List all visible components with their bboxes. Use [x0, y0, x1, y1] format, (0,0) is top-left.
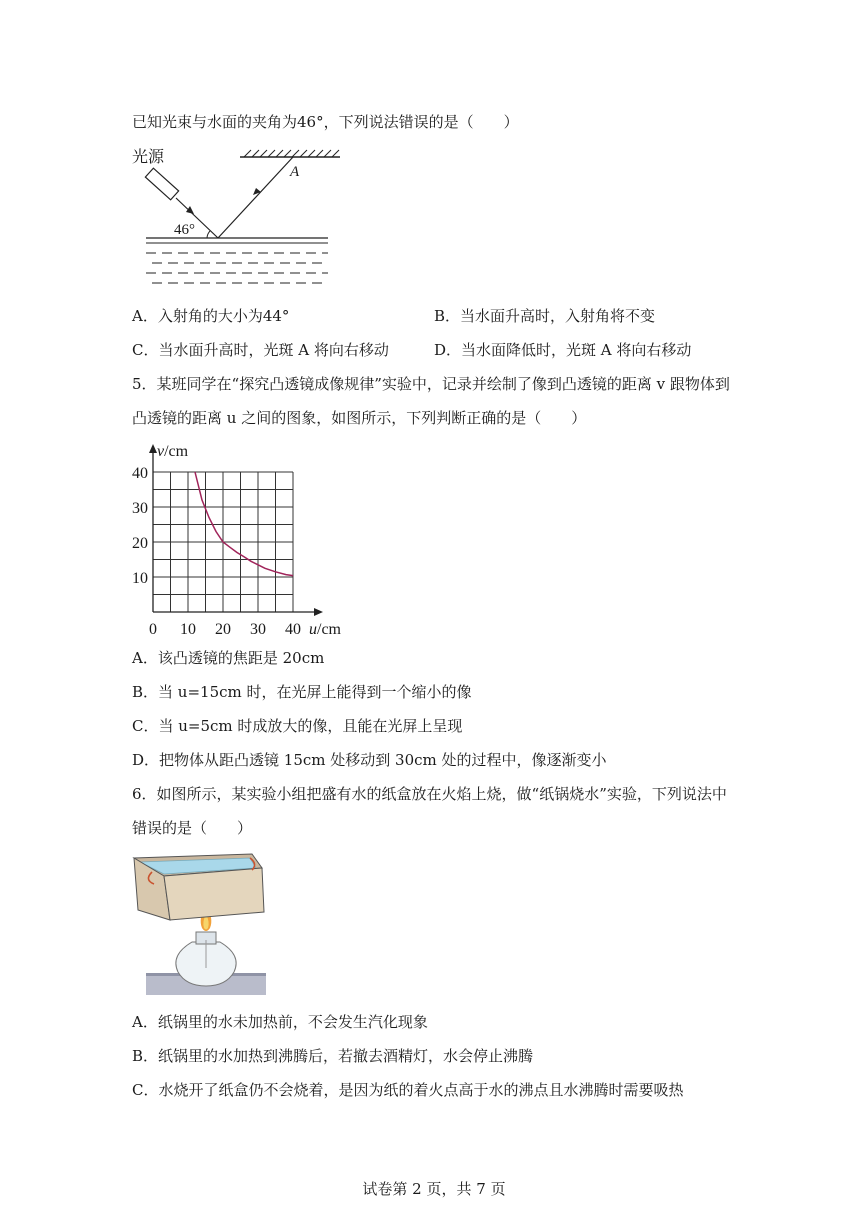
q6-option-b: B．纸锅里的水加热到沸腾后，若撤去酒精灯，水会停止沸腾: [132, 1047, 534, 1065]
reflected-arrow: [253, 188, 261, 195]
q5-stem-line1: 5．某班同学在“探究凸透镜成像规律”实验中，记录并绘制了像到凸透镜的距离 v 跟物体到: [132, 375, 730, 393]
q6-option-a: A．纸锅里的水未加热前，不会发生汽化现象: [132, 1013, 428, 1031]
q5-option-b: B．当 u=15cm 时，在光屏上能得到一个缩小的像: [132, 683, 472, 701]
x-tick-labels: [149, 621, 301, 638]
angle-arc: [207, 231, 210, 238]
y-axis-arrow: [149, 444, 157, 453]
q4-reflection-figure: [130, 142, 340, 292]
light-source-box: [145, 168, 178, 200]
x-tick-label: 10: [180, 621, 196, 638]
q4-stem: 已知光束与水面的夹角为46°，下列说法错误的是（ ）: [132, 113, 519, 131]
q6-stem-line1: 6．如图所示，某实验小组把盛有水的纸盒放在火焰上烧，做“纸锅烧水”实验，下列说法中: [132, 785, 727, 803]
y-tick-label: 20: [132, 535, 148, 552]
y-tick-label: 30: [132, 500, 148, 517]
series-curve: [195, 472, 293, 576]
x-axis-label: u/cm: [309, 621, 341, 638]
mirror-hatching: [244, 150, 339, 157]
light-source-label: 光源: [132, 149, 165, 166]
chart-series: [195, 472, 293, 576]
x-tick-label: 0: [149, 621, 157, 638]
q5-option-a: A．该凸透镜的焦距是 20cm: [132, 649, 325, 667]
water-dashes: [146, 253, 328, 283]
y-tick-label: 40: [132, 465, 148, 482]
x-tick-label: 30: [250, 621, 266, 638]
q5-option-c: C．当 u=5cm 时成放大的像，且能在光屏上呈现: [132, 717, 463, 735]
page-footer: 试卷第 2 页，共 7 页: [362, 1180, 506, 1198]
q6-paper-pot-figure: [130, 850, 272, 1000]
q4-option-d: D．当水面降低时，光斑 A 将向右移动: [434, 341, 692, 359]
angle-label: 46°: [174, 222, 195, 238]
y-axis-label: v/cm: [157, 443, 189, 460]
q4-option-b: B．当水面升高时，入射角将不变: [434, 307, 656, 325]
point-a-label: A: [290, 164, 300, 180]
q5-option-d: D．把物体从距凸透镜 15cm 处移动到 30cm 处的过程中，像逐渐变小: [132, 751, 607, 769]
y-tick-label: 10: [132, 570, 148, 587]
x-tick-label: 40: [285, 621, 301, 638]
v-u-chart: [128, 434, 360, 638]
q4-option-a: A．入射角的大小为44°: [132, 307, 290, 325]
y-tick-labels: [132, 465, 148, 587]
paper-box-front: [164, 868, 264, 920]
x-tick-label: 20: [215, 621, 231, 638]
reflected-ray: [218, 157, 293, 238]
q6-option-c: C．水烧开了纸盒仍不会烧着，是因为纸的着火点高于水的沸点且水沸腾时需要吸热: [132, 1081, 684, 1099]
incident-arrow: [186, 206, 194, 214]
q4-option-c: C．当水面升高时，光斑 A 将向右移动: [132, 341, 389, 359]
q6-stem-line2: 错误的是（ ）: [132, 819, 253, 837]
x-axis-arrow: [314, 608, 323, 616]
q5-stem-line2: 凸透镜的距离 u 之间的图象，如图所示，下列判断正确的是（ ）: [132, 409, 587, 427]
